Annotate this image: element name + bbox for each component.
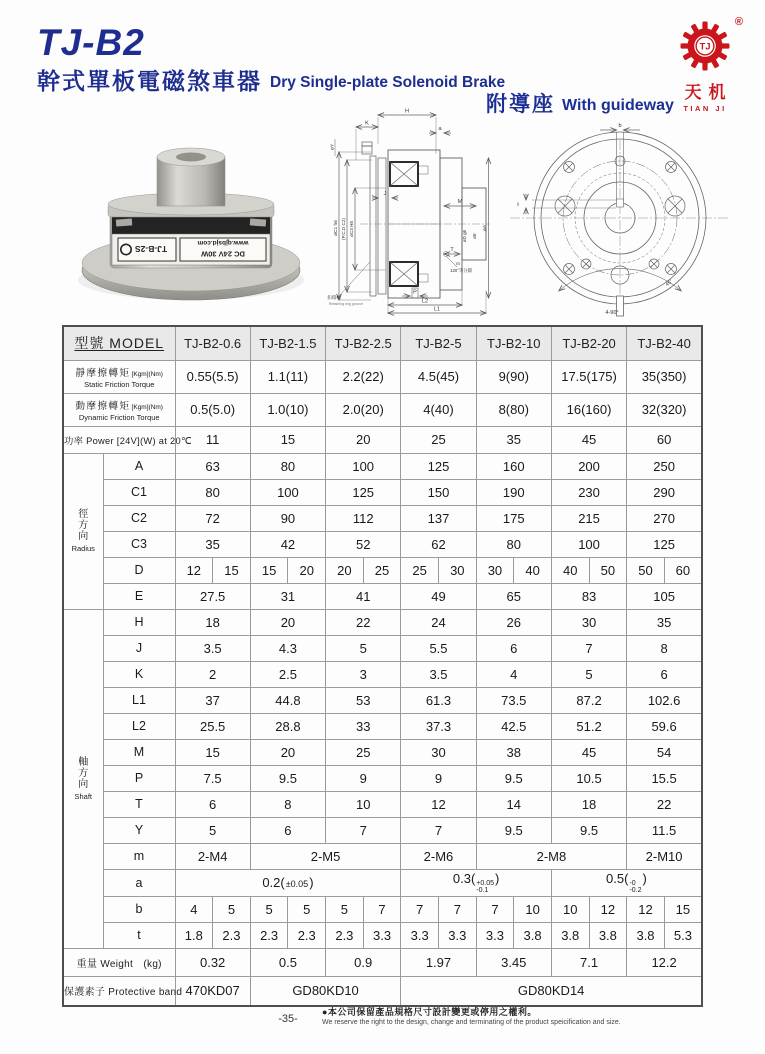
subtitle-zh: 幹式單板電磁煞車器 (37, 68, 262, 94)
spec-value-dynamic_torque-3: 4(40) (401, 393, 476, 426)
gear-logo-icon (679, 16, 743, 77)
spec-value-H-3: 24 (401, 609, 476, 635)
spec-value-A-6: 250 (627, 453, 702, 479)
model-name-4: TJ-B2-10 (476, 326, 551, 360)
spec-value-C2-0: 72 (175, 505, 250, 531)
row-label-Y: Y (103, 817, 175, 843)
spec-value-Y-5: 9.5 (551, 817, 626, 843)
row-label-T: T (103, 791, 175, 817)
spec-value-E-0: 27.5 (175, 583, 250, 609)
spec-value-b-1: 5 (213, 896, 251, 922)
row-label-static_torque: 靜摩擦轉矩[Kgm](Nm) Static Friction Torque (63, 360, 175, 393)
row-label-dynamic_torque: 動摩擦轉矩[Kgm](Nm) Dynamic Friction Torque (63, 393, 175, 426)
spec-value-weight-5: 7.1 (551, 948, 626, 976)
spec-value-C1-6: 290 (627, 479, 702, 505)
brand-name-en: TIAN JI (683, 104, 727, 113)
spec-value-C1-5: 230 (551, 479, 626, 505)
spec-value-C3-2: 52 (326, 531, 401, 557)
dim-b: b (618, 123, 622, 129)
spec-value-T-1: 8 (250, 791, 325, 817)
spec-value-t-1: 2.3 (213, 922, 251, 948)
group-label-A: 徑 方 向 Radius (63, 453, 103, 609)
spec-value-H-6: 35 (627, 609, 702, 635)
retaining-groove-zh: 扣環槽 (327, 295, 341, 300)
spec-header-row (63, 326, 702, 360)
spec-value-b-0: 4 (175, 896, 213, 922)
spec-value-static_torque-1: 1.1(11) (250, 360, 325, 393)
spec-value-K-1: 2.5 (250, 661, 325, 687)
spec-value-t-0: 1.8 (175, 922, 213, 948)
dim-T: T (450, 247, 454, 253)
spec-row-M (63, 739, 702, 765)
row-label-C2: C2 (103, 505, 175, 531)
spec-value-E-1: 31 (250, 583, 325, 609)
spec-value-J-6: 8 (627, 635, 702, 661)
model-name-1: TJ-B2-1.5 (250, 326, 325, 360)
spec-value-C2-3: 137 (401, 505, 476, 531)
spec-value-t-7: 3.3 (438, 922, 476, 948)
spec-value-t-10: 3.8 (551, 922, 589, 948)
spec-value-M-1: 20 (250, 739, 325, 765)
spec-value-E-4: 65 (476, 583, 551, 609)
spec-value-a-1: 0.3( +0.05 -0.1 ) (401, 869, 552, 896)
spec-value-D-2: 15 (250, 557, 288, 583)
spec-row-T (63, 791, 702, 817)
row-label-H: H (103, 609, 175, 635)
spec-value-K-0: 2 (175, 661, 250, 687)
footnote (322, 1005, 621, 1026)
spec-value-H-0: 18 (175, 609, 250, 635)
row-label-t: t (103, 922, 175, 948)
spec-value-static_torque-5: 17.5(175) (551, 360, 626, 393)
group-label-H: 軸 方 向 Shaft (63, 609, 103, 948)
gear-tj-text: TJ (699, 41, 711, 53)
spec-value-dynamic_torque-2: 2.0(20) (326, 393, 401, 426)
spec-value-K-6: 6 (627, 661, 702, 687)
spec-value-C3-6: 125 (627, 531, 702, 557)
spec-value-m-2: 2-M6 (401, 843, 476, 869)
row-label-A: A (103, 453, 175, 479)
dim-P: P (413, 289, 417, 296)
spec-value-C2-5: 215 (551, 505, 626, 531)
spec-value-J-3: 5.5 (401, 635, 476, 661)
spec-value-H-1: 20 (250, 609, 325, 635)
photo-label-model: TJ-B-2S (134, 244, 168, 254)
spec-value-D-5: 25 (363, 557, 401, 583)
spec-value-C1-2: 125 (326, 479, 401, 505)
spec-value-E-3: 49 (401, 583, 476, 609)
spec-value-D-12: 50 (627, 557, 665, 583)
spec-value-C3-0: 35 (175, 531, 250, 557)
spec-value-P-3: 9 (401, 765, 476, 791)
spec-value-C3-5: 100 (551, 531, 626, 557)
registered-mark: ® (734, 16, 743, 28)
spec-value-a-2: 0.5( -0 -0.2 ) (551, 869, 702, 896)
spec-value-L2-6: 59.6 (627, 713, 702, 739)
spec-value-D-8: 30 (476, 557, 514, 583)
guideway-label-en: With guideway (562, 97, 674, 114)
spec-value-T-5: 18 (551, 791, 626, 817)
spec-value-b-6: 7 (401, 896, 439, 922)
row-label-M: M (103, 739, 175, 765)
spec-value-D-3: 20 (288, 557, 326, 583)
spec-value-power-5: 45 (551, 426, 626, 453)
spec-row-static_torque (63, 360, 702, 393)
spec-value-D-10: 40 (551, 557, 589, 583)
row-label-b: b (103, 896, 175, 922)
spec-value-weight-2: 0.9 (326, 948, 401, 976)
spec-value-C1-4: 190 (476, 479, 551, 505)
row-label-C1: C1 (103, 479, 175, 505)
row-label-L1: L1 (103, 687, 175, 713)
spec-value-m-0: 2-M4 (175, 843, 250, 869)
spec-value-T-6: 22 (627, 791, 702, 817)
dim-PCD: (P.C.D C2) (341, 218, 346, 240)
spec-value-P-6: 15.5 (627, 765, 702, 791)
photo-label-voltage: DC 24V 30W (201, 249, 245, 259)
spec-value-L1-2: 53 (326, 687, 401, 713)
spec-value-t-13: 5.3 (664, 922, 702, 948)
spec-value-D-1: 15 (213, 557, 251, 583)
spec-value-b-12: 12 (627, 896, 665, 922)
spec-value-L1-6: 102.6 (627, 687, 702, 713)
spec-value-power-4: 35 (476, 426, 551, 453)
subtitle (37, 63, 505, 96)
row-label-D: D (103, 557, 175, 583)
spec-value-b-11: 12 (589, 896, 627, 922)
spec-value-M-2: 25 (326, 739, 401, 765)
retaining-groove-en: Retaining ring groove (328, 302, 364, 306)
spec-value-T-3: 12 (401, 791, 476, 817)
front-view-drawing (492, 118, 744, 320)
page-title: TJ-B2 (37, 22, 145, 63)
spec-value-L2-0: 25.5 (175, 713, 250, 739)
spec-value-H-5: 30 (551, 609, 626, 635)
spec-value-power-0: 11 (175, 426, 250, 453)
spec-value-protective-2: GD80KD14 (401, 976, 702, 1006)
dim-K: K (365, 120, 369, 127)
spec-row-J (63, 635, 702, 661)
spec-row-power (63, 426, 702, 453)
spec-value-L2-3: 37.3 (401, 713, 476, 739)
dim-4-90deg: 4-90° (605, 310, 619, 316)
model-name-2: TJ-B2-2.5 (326, 326, 401, 360)
spec-value-J-2: 5 (326, 635, 401, 661)
row-label-K: K (103, 661, 175, 687)
spec-row-C1 (63, 479, 702, 505)
spec-value-b-2: 5 (250, 896, 288, 922)
note-120deg: 120°等分圓 (450, 268, 472, 273)
spec-value-weight-0: 0.32 (175, 948, 250, 976)
cross-section-drawing (326, 102, 494, 316)
spec-value-M-4: 38 (476, 739, 551, 765)
spec-row-dynamic_torque (63, 393, 702, 426)
spec-value-L1-3: 61.3 (401, 687, 476, 713)
spec-value-weight-4: 3.45 (476, 948, 551, 976)
spec-value-static_torque-0: 0.55(5.5) (175, 360, 250, 393)
spec-value-b-7: 7 (438, 896, 476, 922)
spec-value-M-5: 45 (551, 739, 626, 765)
spec-value-J-1: 4.3 (250, 635, 325, 661)
spec-value-power-3: 25 (401, 426, 476, 453)
dim-45deg: 45° (664, 278, 675, 288)
spec-table-body (63, 326, 702, 1006)
spec-value-H-2: 22 (326, 609, 401, 635)
spec-value-t-2: 2.3 (250, 922, 288, 948)
spec-row-Y (63, 817, 702, 843)
spec-value-K-3: 3.5 (401, 661, 476, 687)
spec-value-T-4: 14 (476, 791, 551, 817)
spec-value-power-6: 60 (627, 426, 702, 453)
spec-row-weight (63, 948, 702, 976)
dim-J: J (383, 191, 387, 197)
spec-value-D-4: 20 (326, 557, 364, 583)
model-name-6: TJ-B2-40 (627, 326, 702, 360)
spec-value-power-1: 15 (250, 426, 325, 453)
spec-value-M-6: 54 (627, 739, 702, 765)
photo-label-url: www.qjbsjd.com (197, 239, 249, 246)
spec-value-Y-2: 7 (326, 817, 401, 843)
spec-value-C2-1: 90 (250, 505, 325, 531)
dim-oC3: øC3 H8 (349, 221, 354, 237)
spec-value-b-3: 5 (288, 896, 326, 922)
spec-value-dynamic_torque-5: 16(160) (551, 393, 626, 426)
spec-row-t (63, 922, 702, 948)
spec-value-weight-1: 0.5 (250, 948, 325, 976)
spec-value-P-2: 9 (326, 765, 401, 791)
row-label-protective: 保護素子 Protective band (63, 976, 175, 1006)
spec-value-b-5: 7 (363, 896, 401, 922)
spec-value-L2-5: 51.2 (551, 713, 626, 739)
spec-row-P (63, 765, 702, 791)
spec-value-b-9: 10 (514, 896, 552, 922)
spec-value-A-1: 80 (250, 453, 325, 479)
spec-value-Y-0: 5 (175, 817, 250, 843)
dim-t: t (517, 202, 519, 208)
spec-value-m-4: 2-M10 (627, 843, 702, 869)
spec-value-b-10: 10 (551, 896, 589, 922)
row-label-weight: 重量 Weight (kg) (63, 948, 175, 976)
spec-value-Y-6: 11.5 (627, 817, 702, 843)
spec-value-J-0: 3.5 (175, 635, 250, 661)
spec-value-a-0: 0.2(±0.05) (175, 869, 401, 896)
spec-row-a (63, 869, 702, 896)
spec-value-T-0: 6 (175, 791, 250, 817)
spec-row-protective (63, 976, 702, 1006)
spec-value-static_torque-3: 4.5(45) (401, 360, 476, 393)
spec-value-D-0: 12 (175, 557, 213, 583)
row-label-E: E (103, 583, 175, 609)
spec-value-t-9: 3.8 (514, 922, 552, 948)
dim-L2: L2 (421, 298, 429, 305)
spec-value-Y-4: 9.5 (476, 817, 551, 843)
spec-row-D (63, 557, 702, 583)
spec-value-static_torque-2: 2.2(22) (326, 360, 401, 393)
spec-value-C1-0: 80 (175, 479, 250, 505)
spec-value-C2-6: 270 (627, 505, 702, 531)
spec-value-C3-1: 42 (250, 531, 325, 557)
spec-value-C2-4: 175 (476, 505, 551, 531)
dim-oE: øE (472, 233, 477, 239)
spec-value-H-4: 26 (476, 609, 551, 635)
page-number: -35- (278, 1013, 298, 1025)
spec-value-t-5: 3.3 (363, 922, 401, 948)
spec-value-L2-1: 28.8 (250, 713, 325, 739)
model-name-0: TJ-B2-0.6 (175, 326, 250, 360)
spec-value-A-4: 160 (476, 453, 551, 479)
model-name-5: TJ-B2-20 (551, 326, 626, 360)
guideway-heading (486, 88, 674, 118)
model-header-cell: 型號 MODEL (63, 326, 175, 360)
spec-value-dynamic_torque-6: 32(320) (627, 393, 702, 426)
footnote-zh: ●本公司保留產品規格尺寸設計變更或停用之權利。 (322, 1007, 537, 1017)
row-label-power: 功率 Power [24V](W) at 20℃ (63, 426, 175, 453)
dim-L1: L1 (433, 306, 441, 313)
brand-name-zh: 天机 (684, 83, 733, 102)
row-label-J: J (103, 635, 175, 661)
dim-H: H (405, 108, 409, 115)
spec-value-T-2: 10 (326, 791, 401, 817)
dim-a: a (438, 126, 442, 132)
spec-value-protective-0: 470KD07 (175, 976, 250, 1006)
dim-oD: øD g6 (462, 229, 467, 243)
spec-value-weight-3: 1.97 (401, 948, 476, 976)
spec-value-L2-4: 42.5 (476, 713, 551, 739)
row-label-a: a (103, 869, 175, 896)
spec-value-J-4: 6 (476, 635, 551, 661)
spec-value-C3-3: 62 (401, 531, 476, 557)
row-label-C3: C3 (103, 531, 175, 557)
spec-row-C2 (63, 505, 702, 531)
spec-value-dynamic_torque-4: 8(80) (476, 393, 551, 426)
spec-value-A-2: 100 (326, 453, 401, 479)
footnote-en: We reserve the right to the design, change and terminating of the product speicification and size. (322, 1019, 621, 1026)
spec-value-C2-2: 112 (326, 505, 401, 531)
spec-value-P-0: 7.5 (175, 765, 250, 791)
gear-icon (679, 20, 731, 72)
spec-table (62, 325, 703, 1007)
spec-value-K-2: 3 (326, 661, 401, 687)
dim-oY: øY (330, 143, 336, 151)
spec-value-t-8: 3.3 (476, 922, 514, 948)
spec-value-C1-1: 100 (250, 479, 325, 505)
spec-value-P-1: 9.5 (250, 765, 325, 791)
guideway-label-zh: 附導座 (486, 93, 555, 116)
spec-value-D-6: 25 (401, 557, 439, 583)
spec-value-b-13: 15 (664, 896, 702, 922)
spec-value-m-1: 2-M5 (250, 843, 401, 869)
spec-row-m (63, 843, 702, 869)
dim-oA: øA (483, 224, 488, 232)
spec-value-Y-3: 7 (401, 817, 476, 843)
spec-value-K-5: 5 (551, 661, 626, 687)
spec-value-P-5: 10.5 (551, 765, 626, 791)
spec-value-t-12: 3.8 (627, 922, 665, 948)
spec-row-C3 (63, 531, 702, 557)
spec-value-Y-1: 6 (250, 817, 325, 843)
spec-value-m-3: 2-M8 (476, 843, 627, 869)
spec-value-A-0: 63 (175, 453, 250, 479)
spec-value-b-8: 7 (476, 896, 514, 922)
spec-value-C1-3: 150 (401, 479, 476, 505)
spec-value-static_torque-6: 35(350) (627, 360, 702, 393)
spec-row-b (63, 896, 702, 922)
spec-value-L1-1: 44.8 (250, 687, 325, 713)
spec-row-K (63, 661, 702, 687)
spec-value-D-13: 60 (664, 557, 702, 583)
spec-row-L2 (63, 713, 702, 739)
spec-value-static_torque-4: 9(90) (476, 360, 551, 393)
product-photo (76, 120, 306, 312)
spec-row-L1 (63, 687, 702, 713)
spec-value-C3-4: 80 (476, 531, 551, 557)
spec-value-L1-0: 37 (175, 687, 250, 713)
spec-value-P-4: 9.5 (476, 765, 551, 791)
row-label-L2: L2 (103, 713, 175, 739)
spec-row-E (63, 583, 702, 609)
spec-value-D-9: 40 (514, 557, 552, 583)
spec-value-E-2: 41 (326, 583, 401, 609)
friction-ring (112, 217, 270, 234)
spec-value-weight-6: 12.2 (627, 948, 702, 976)
spec-value-dynamic_torque-0: 0.5(5.0) (175, 393, 250, 426)
spec-row-A (63, 453, 702, 479)
spec-value-A-3: 125 (401, 453, 476, 479)
dim-m: m (456, 261, 460, 266)
spec-value-M-0: 15 (175, 739, 250, 765)
spec-value-b-4: 5 (326, 896, 364, 922)
spec-value-M-3: 30 (401, 739, 476, 765)
spec-value-L1-5: 87.2 (551, 687, 626, 713)
spec-value-D-7: 30 (438, 557, 476, 583)
spec-value-t-4: 2.3 (326, 922, 364, 948)
spec-value-K-4: 4 (476, 661, 551, 687)
dim-M: M (457, 199, 463, 205)
spec-value-t-11: 3.8 (589, 922, 627, 948)
row-label-m: m (103, 843, 175, 869)
model-name-3: TJ-B2-5 (401, 326, 476, 360)
dim-oC1: øC1 h6 (334, 220, 339, 236)
spec-value-t-6: 3.3 (401, 922, 439, 948)
spec-value-t-3: 2.3 (288, 922, 326, 948)
subtitle-en: Dry Single-plate Solenoid Brake (270, 74, 506, 91)
spec-row-H (63, 609, 702, 635)
spec-value-L1-4: 73.5 (476, 687, 551, 713)
spec-value-power-2: 20 (326, 426, 401, 453)
spec-value-D-11: 50 (589, 557, 627, 583)
spec-value-E-6: 105 (627, 583, 702, 609)
spec-value-protective-1: GD80KD10 (250, 976, 401, 1006)
row-label-P: P (103, 765, 175, 791)
spec-value-A-5: 200 (551, 453, 626, 479)
spec-value-E-5: 83 (551, 583, 626, 609)
spec-value-J-5: 7 (551, 635, 626, 661)
spec-value-L2-2: 33 (326, 713, 401, 739)
spec-value-dynamic_torque-1: 1.0(10) (250, 393, 325, 426)
